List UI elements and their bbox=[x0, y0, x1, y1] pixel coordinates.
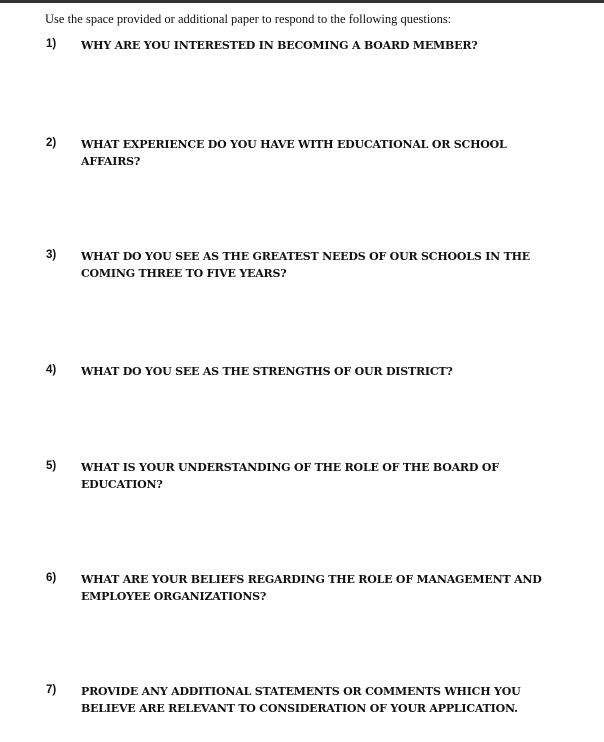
question-number: 3) bbox=[46, 249, 57, 261]
instructions: Use the space provided or additional paper to respond to the following questions: bbox=[45, 12, 452, 26]
question-number: 6) bbox=[46, 572, 57, 584]
question-number: 2) bbox=[46, 137, 57, 149]
question-number: 5) bbox=[46, 460, 57, 472]
question-text: WHAT ARE YOUR BELIEFS REGARDING THE ROLE OF MANAGEMENT AND EMPLOYEE ORGANIZATIONS? bbox=[81, 573, 542, 603]
question-text: WHY ARE YOU INTERESTED IN BECOMING A BOARD MEMBER? bbox=[81, 39, 478, 52]
question-text: PROVIDE ANY ADDITIONAL STATEMENTS OR COMMENTS WHICH YOU BELIEVE ARE RELEVANT TO CONSIDERATION OF YOUR APPLICATION. bbox=[81, 685, 521, 715]
question-number: 1) bbox=[46, 38, 57, 50]
question-text: WHAT EXPERIENCE DO YOU HAVE WITH EDUCATIONAL OR SCHOOL AFFAIRS? bbox=[81, 138, 507, 168]
top-border bbox=[0, 0, 604, 3]
question-text: WHAT DO YOU SEE AS THE STRENGTHS OF OUR DISTRICT? bbox=[81, 365, 453, 378]
question-text: WHAT IS YOUR UNDERSTANDING OF THE ROLE OF THE BOARD OF EDUCATION? bbox=[81, 461, 499, 491]
question-text: WHAT DO YOU SEE AS THE GREATEST NEEDS OF OUR SCHOOLS IN THE COMING THREE TO FIVE YEARS? bbox=[81, 250, 530, 280]
question-number: 7) bbox=[46, 684, 57, 696]
question-number: 4) bbox=[46, 364, 57, 376]
